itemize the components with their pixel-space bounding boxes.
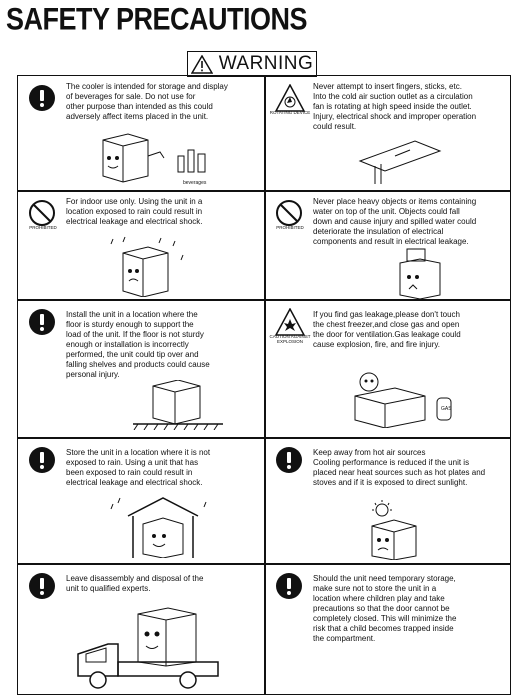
gas-caption: GAS [441,406,452,412]
mandatory-icon [28,308,56,336]
precaution-cell-1 [18,76,264,190]
mandatory-icon [275,572,303,600]
cooler-on-sturdy-floor-illustration [128,380,228,430]
cooler-with-beverages-illustration [98,128,218,184]
precaution-text: Leave disassembly and disposal of the unit to qualified experts. [66,574,204,593]
mandatory-icon [28,572,56,600]
precaution-text: The cooler is intended for storage and display of beverages for sale. Do not use for other purpose than intended as this could adversely affect items placed in the unit. [66,82,228,121]
rotating-device-label: ROTATING DEVICE [269,110,311,115]
precaution-text: Install the unit in a location where the floor is sturdy enough to support the load of the unit. If the floor is not sturdy enough or installation is incorrectly performed, the unit could tip over and falling shelves and products could cause personal injury. [66,310,210,379]
rotating-device-icon [275,84,305,112]
precaution-text: Keep away from hot air sources Cooling performance is reduced if the unit is placed near heat sources such as hot plates and stoves and if it is exposed to direct sunlight. [313,448,486,487]
page-title: SAFETY PRECAUTIONS [6,2,308,37]
cooler-on-truck-illustration [68,604,228,690]
cooler-in-rain-illustration [103,235,193,297]
precaution-cell-4 [265,191,511,299]
warning-banner [187,51,317,77]
precaution-cell-10 [265,564,511,695]
precaution-cell-3 [18,191,264,299]
cooler-with-heavy-object-illustration [385,247,465,299]
precaution-cell-8 [265,438,511,563]
precaution-cell-2 [265,76,511,190]
precaution-text: Store the unit in a location where it is not exposed to rain. Using a unit that has been exposed to rain could result in electrical leakage and electrical shock. [66,448,211,487]
cooler-in-sunlight-illustration [360,500,430,560]
chest-freezer-gas-illustration [345,372,455,428]
precaution-cell-6 [265,300,511,437]
precautions-grid [17,75,511,695]
precaution-text: If you find gas leakage,please don't touch the chest freezer,and close gas and open the door for ventilation.Gas leakage could cause explosion, fire, and fire injury. [313,310,461,349]
mandatory-icon [275,446,303,474]
warning-triangle-icon [191,55,213,74]
mandatory-icon [28,446,56,474]
precaution-text: Never place heavy objects or items containing water on top of the unit. Objects could fall down and cause injury and spilled water could deteriorate the insulation of electrical components and result in electrical leakage. [313,197,477,246]
precaution-text: Should the unit need temporary storage, make sure not to store the unit in a location where children play and take precautions so that the door cannot be completely closed. This will minimize the risk that a child becomes trapped inside the compartment. [313,574,457,643]
cooler-under-shelter-illustration [108,496,218,558]
prohibited-label: PROHIBITED [276,225,304,230]
fan-outlet-finger-illustration [355,136,445,186]
precaution-cell-5 [18,300,264,437]
precaution-text: Never attempt to insert fingers, sticks, etc. Into the cold air suction outlet as a circulation fan is rotating at high speed inside the outlet. Injury, electrical shock and improper operation could result. [313,82,477,131]
beverages-caption: beverages [183,180,207,186]
warning-label: WARNING [218,53,314,74]
prohibited-label: PROHIBITED [29,225,57,230]
explosion-caution-icon [275,308,305,336]
prohibited-icon [275,199,303,227]
prohibited-icon [28,199,56,227]
explosion-caution-label: CAUTION AGAINST EXPLOSION [269,334,311,344]
precaution-text: For indoor use only. Using the unit in a location exposed to rain could result in electrical leakage and electrical shock. [66,197,203,226]
mandatory-icon [28,84,56,112]
precaution-cell-7 [18,438,264,563]
precaution-cell-9 [18,564,264,695]
